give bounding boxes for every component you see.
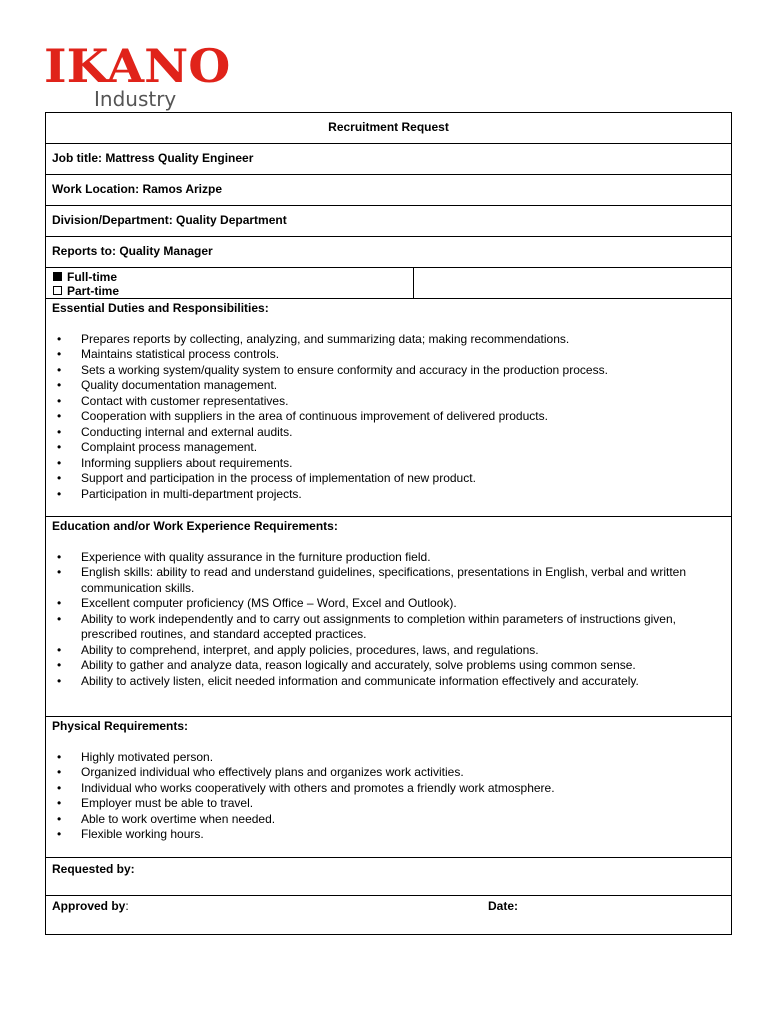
list-item: • Ability to comprehend, interpret, and apply policies, procedures, laws, and regulations. (52, 643, 725, 659)
list-item: • Highly motivated person. (52, 750, 725, 766)
list-item: • Flexible working hours. (52, 827, 725, 843)
list-item: • Cooperation with suppliers in the area of continuous improvement of delivered products. (52, 409, 725, 425)
full-time-checkbox-icon[interactable] (53, 272, 62, 281)
full-time-label: Full-time (67, 269, 117, 284)
list-item: • Able to work overtime when needed. (52, 812, 725, 828)
job-title-field: Job title: Mattress Quality Engineer (46, 144, 732, 175)
part-time-checkbox-icon[interactable] (53, 286, 62, 295)
ikano-industry-logo (44, 40, 244, 115)
list-item: • Experience with quality assurance in the furniture production field. (52, 550, 725, 566)
list-item: • Participation in multi-department projects. (52, 487, 725, 503)
list-item: • Individual who works cooperatively with others and promotes a friendly work atmosphere. (52, 781, 725, 797)
education-heading: Education and/or Work Experience Requirements: (52, 519, 338, 533)
list-item: • Prepares reports by collecting, analyzing, and summarizing data; making recommendations. (52, 332, 725, 348)
approved-by-row (46, 896, 732, 935)
part-time-option[interactable] (52, 284, 407, 298)
reports-to-field: Reports to: Quality Manager (46, 237, 732, 268)
duties-list (52, 332, 725, 503)
physical-list (52, 750, 725, 843)
list-item: • Sets a working system/quality system to ensure conformity and accuracy in the production process. (52, 363, 725, 379)
approved-by-colon: : (125, 899, 129, 913)
physical-section (46, 717, 732, 858)
duties-section (46, 299, 732, 517)
logo-sub-text: Industry (94, 87, 177, 111)
employment-type-cell (46, 268, 414, 299)
date-label: Date: (488, 899, 519, 913)
list-item: • Employer must be able to travel. (52, 796, 725, 812)
list-item: • English skills: ability to read and understand guidelines, specifications, presentations in English, verbal and written communication skills. (52, 565, 725, 596)
list-item: • Ability to actively listen, elicit needed information and communicate information effectively and accurately. (52, 674, 725, 690)
list-item: • Ability to gather and analyze data, reason logically and accurately, solve problems using common sense. (52, 658, 725, 674)
approved-by-label: Approved by (52, 899, 126, 913)
employment-empty-cell (414, 268, 732, 299)
list-item: • Informing suppliers about requirements. (52, 456, 725, 472)
full-time-option[interactable] (52, 270, 407, 284)
duties-heading: Essential Duties and Responsibilities: (52, 301, 269, 315)
logo-brand-text: IKANO (44, 39, 231, 93)
division-department-field: Division/Department: Quality Department (46, 206, 732, 237)
education-list (52, 550, 725, 690)
recruitment-request-form (45, 112, 732, 935)
list-item: • Conducting internal and external audits. (52, 425, 725, 441)
list-item: • Contact with customer representatives. (52, 394, 725, 410)
list-item: • Excellent computer proficiency (MS Office – Word, Excel and Outlook). (52, 596, 725, 612)
list-item: • Complaint process management. (52, 440, 725, 456)
physical-heading: Physical Requirements: (52, 719, 189, 733)
list-item: • Organized individual who effectively plans and organizes work activities. (52, 765, 725, 781)
education-section (46, 517, 732, 717)
list-item: • Maintains statistical process controls. (52, 347, 725, 363)
work-location-field: Work Location: Ramos Arizpe (46, 175, 732, 206)
list-item: • Ability to work independently and to carry out assignments to completion within parameters of instructions given, prescribed routines, and standard accepted practices. (52, 612, 725, 643)
list-item: • Support and participation in the process of implementation of new product. (52, 471, 725, 487)
part-time-label: Part-time (67, 283, 120, 298)
requested-by-field: Requested by: (46, 858, 732, 896)
form-title: Recruitment Request (46, 113, 732, 144)
list-item: • Quality documentation management. (52, 378, 725, 394)
